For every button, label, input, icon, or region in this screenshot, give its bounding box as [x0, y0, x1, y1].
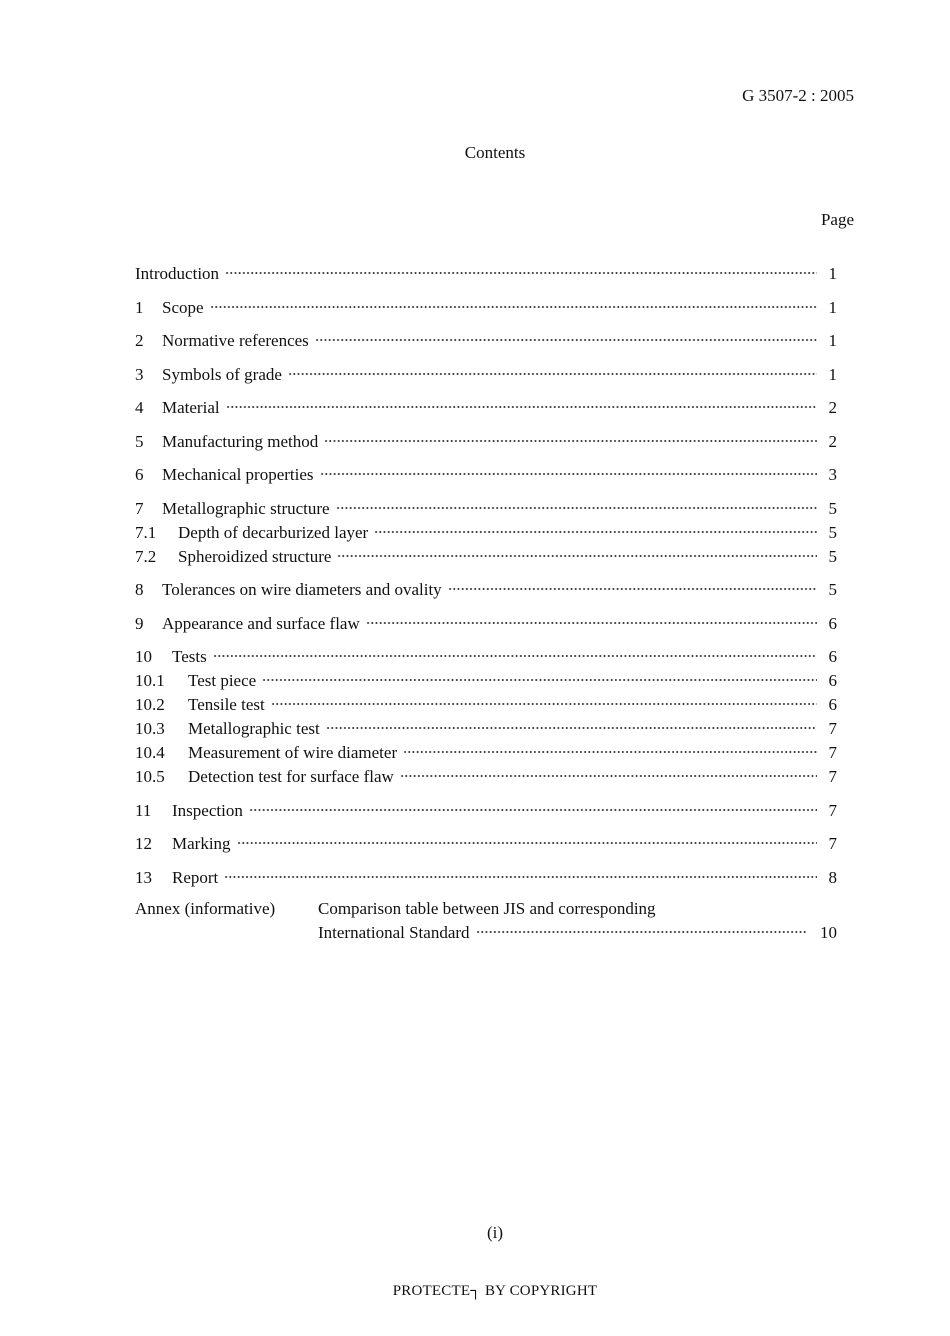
toc-entry-label: Report	[172, 867, 219, 887]
page-column-label: Page	[820, 210, 854, 229]
toc-entry[interactable]	[135, 296, 837, 320]
toc-entry-label: Tolerances on wire diameters and ovality	[162, 580, 442, 599]
toc-entry[interactable]	[135, 363, 837, 387]
toc-entry-label: Manufacturing method	[162, 431, 319, 451]
toc-entry[interactable]	[135, 717, 837, 741]
toc-entry[interactable]	[135, 669, 837, 693]
toc-entry-label: Detection test for surface flaw	[188, 767, 394, 786]
toc-entry-page: 7	[828, 743, 837, 762]
dot-leader	[262, 678, 817, 682]
toc-entry-number: 10.4	[135, 743, 165, 762]
toc-entry-page: 5	[828, 546, 837, 566]
dot-leader	[224, 875, 817, 879]
standard-number: G 3507-2 : 2005	[742, 86, 854, 105]
toc-entry-page: 6	[828, 671, 837, 690]
toc-entry-page: 7	[828, 834, 837, 853]
toc-entry-number: 5	[135, 431, 144, 451]
toc-entry-label: Appearance and surface flaw	[162, 613, 360, 633]
toc-entry-number: 12	[135, 834, 152, 853]
dot-leader	[210, 305, 817, 309]
toc-entry-number: 8	[135, 580, 144, 599]
toc-entry[interactable]	[135, 329, 837, 353]
dot-leader	[225, 271, 817, 275]
annex-title-line-2: International Standard	[318, 923, 470, 942]
annex-page: 10	[820, 923, 837, 942]
toc-entry-page: 1	[828, 331, 837, 350]
toc-entry-label: Measurement of wire diameter	[188, 743, 398, 762]
toc-entry[interactable]	[135, 645, 837, 669]
dot-leader	[366, 621, 817, 625]
toc-entry-number: 10	[135, 647, 152, 666]
toc-entry-number: 9	[135, 613, 144, 633]
toc-entry-label: Mechanical properties	[162, 465, 314, 484]
dot-leader	[226, 405, 817, 409]
toc-entry-page: 1	[828, 264, 837, 283]
toc-entry[interactable]	[135, 463, 837, 487]
toc-entry-number: 4	[135, 398, 144, 417]
toc-entry-page: 1	[828, 297, 837, 317]
toc-entry-page: 3	[828, 465, 837, 484]
toc-entry[interactable]	[135, 521, 837, 545]
toc-entry-page: 8	[828, 867, 837, 887]
dot-leader	[336, 506, 817, 510]
toc-entry-label: Tensile test	[188, 695, 265, 714]
dot-leader	[271, 702, 817, 706]
toc-entry-number: 10.3	[135, 719, 165, 738]
toc-entry-number: 10.1	[135, 671, 165, 690]
toc-entry-page: 6	[828, 695, 837, 714]
toc-entry-label: Metallographic structure	[162, 498, 330, 518]
toc-entry[interactable]	[135, 396, 837, 420]
toc-entry[interactable]	[135, 799, 837, 823]
toc-entry[interactable]	[135, 866, 837, 890]
toc-entry-label: Inspection	[172, 800, 243, 820]
toc-entry-label: Normative references	[162, 331, 309, 350]
toc-entry-page: 2	[828, 431, 837, 451]
dot-leader	[400, 774, 817, 778]
toc-entry-number: 2	[135, 331, 144, 350]
annex-title-block	[318, 897, 837, 945]
toc-entry-number: 3	[135, 364, 144, 384]
dot-leader	[237, 841, 817, 845]
dot-leader	[324, 439, 817, 443]
annex-title-line	[318, 897, 837, 921]
dot-leader	[213, 654, 817, 658]
toc-entry[interactable]	[135, 693, 837, 717]
toc-entry-number: 7.1	[135, 522, 157, 542]
toc-entry-number: 11	[135, 800, 152, 820]
toc-entry-number: 6	[135, 465, 144, 484]
toc-entry-label: Symbols of grade	[162, 364, 282, 384]
page-title: Contents	[464, 143, 526, 162]
toc-entry-label: Marking	[172, 834, 231, 853]
toc-entry-label: Spheroidized structure	[178, 546, 332, 566]
dot-leader	[448, 587, 817, 591]
toc-entry-label: Scope	[162, 297, 204, 317]
toc-entry-label: Metallographic test	[188, 719, 320, 738]
toc-entry-page: 5	[828, 498, 837, 518]
toc-entry[interactable]	[135, 262, 837, 286]
toc-entry[interactable]	[135, 612, 837, 636]
toc-entry[interactable]	[135, 430, 837, 454]
toc-entry-page: 7	[828, 719, 837, 738]
dot-leader	[326, 726, 817, 730]
copyright-notice: PROTECTE┐ BY COPYRIGHT	[392, 1283, 598, 1299]
toc-entry-number: 7	[135, 498, 144, 518]
dot-leader	[374, 530, 817, 534]
toc-entry-page: 6	[828, 647, 837, 666]
toc-entry-label: Test piece	[188, 671, 257, 690]
toc-entry-page: 7	[828, 800, 837, 820]
toc-entry-number: 13	[135, 867, 152, 887]
toc-entry-page: 5	[828, 580, 837, 599]
dot-leader	[337, 554, 817, 558]
toc-entry-number: 7.2	[135, 546, 157, 566]
toc-entry[interactable]	[135, 497, 837, 521]
annex-title-line-1: Comparison table between JIS and corresponding	[318, 899, 656, 918]
toc-entry-label: Material	[162, 398, 220, 417]
toc-entry[interactable]	[135, 832, 837, 856]
toc-entry[interactable]	[135, 545, 837, 569]
toc-entry[interactable]	[135, 765, 837, 789]
toc-entry-number: 10.5	[135, 767, 165, 786]
dot-leader	[403, 750, 817, 754]
annex-tag: Annex (informative)	[135, 899, 276, 918]
toc-entry-page: 1	[828, 364, 837, 384]
toc-entry[interactable]	[135, 578, 837, 602]
dot-leader	[320, 472, 817, 476]
dot-leader	[249, 808, 817, 812]
annex-title-line	[318, 921, 837, 945]
dot-leader	[288, 372, 817, 376]
toc-entry-page: 5	[828, 522, 837, 542]
dot-leader	[476, 930, 807, 934]
toc-entry-label: Tests	[172, 647, 207, 666]
toc-entry-page: 6	[828, 613, 837, 633]
footer-page-number: (i)	[486, 1223, 504, 1242]
toc-entry-number: 10.2	[135, 695, 165, 714]
toc-entry-label: Introduction	[135, 264, 220, 283]
table-of-contents	[135, 262, 837, 890]
toc-entry[interactable]	[135, 741, 837, 765]
toc-entry-label: Depth of decarburized layer	[178, 522, 369, 542]
toc-entry-page: 2	[828, 398, 837, 417]
toc-entry-number: 1	[135, 297, 144, 317]
dot-leader	[315, 338, 817, 342]
toc-entry-page: 7	[828, 767, 837, 786]
